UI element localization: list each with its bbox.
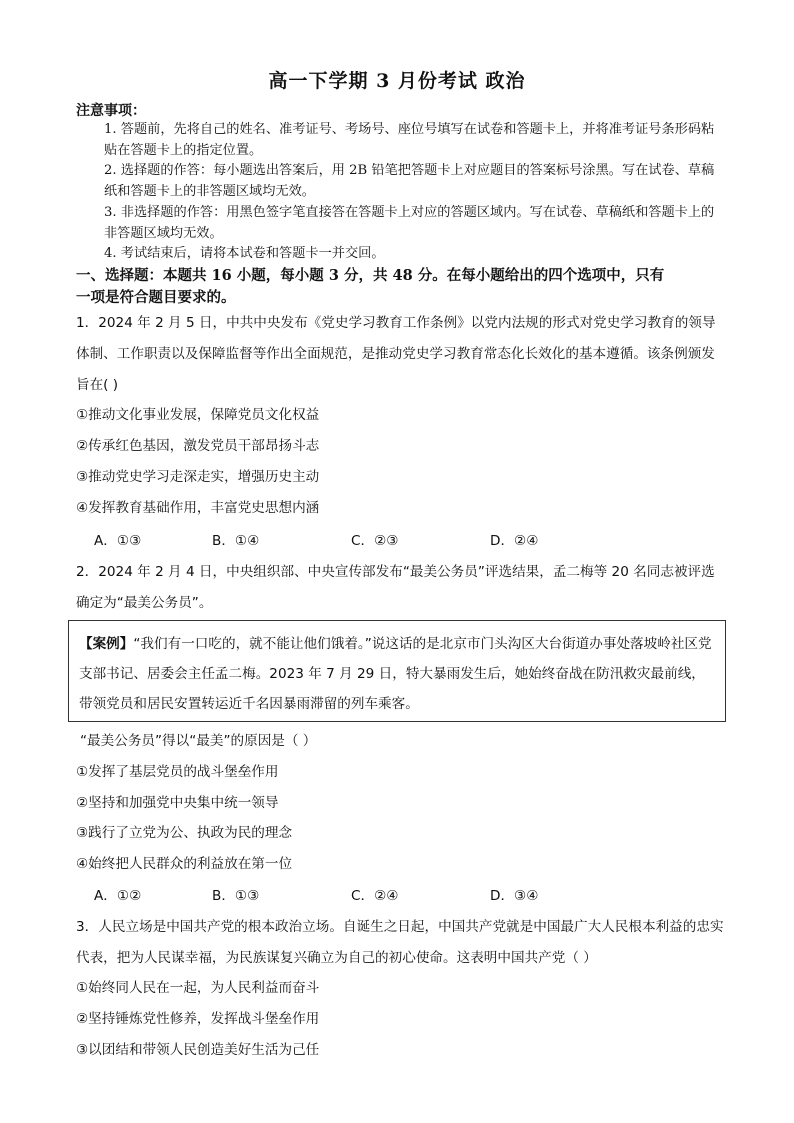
q1-choice-b[interactable]: B．①④ <box>212 533 260 549</box>
q2-option: ①发挥了基层党员的战斗堡垒作用 <box>76 764 279 780</box>
notice-item-text: 3. 非选择题的作答：用黑色签字笔直接答在答题卡上对应的答题区域内。写在试卷、草稿纸和答题卡上的非答题区域均无效。 <box>104 205 715 241</box>
notice-item-text: 4. 考试结束后，请将本试卷和答题卡一并交回。 <box>104 246 385 261</box>
q3-option: ①始终同人民在一起，为人民利益而奋斗 <box>76 980 320 996</box>
section-heading <box>76 265 726 309</box>
q1-option: ①推动文化事业发展，保障党员文化权益 <box>76 407 320 423</box>
q3-option: ③以团结和带领人民创造美好生活为己任 <box>76 1042 320 1058</box>
q1-choice-c[interactable]: C．②③ <box>351 533 399 549</box>
q1-option: ④发挥教育基础作用，丰富党史思想内涵 <box>76 500 320 516</box>
section-heading-line: 一项是符合题目要求的。 <box>76 289 236 306</box>
notice-item-text: 1. 答题前，先将自己的姓名、准考证号、考场号、座位号填写在试卷和答题卡上，并将准考证号条形码粘贴在答题卡上的指定位置。 <box>104 122 715 158</box>
q2-option: ②坚持和加强党中央集中统一领导 <box>76 795 279 811</box>
notice-item <box>76 120 724 161</box>
q2-choice-b[interactable]: B．①③ <box>212 888 260 904</box>
question-1-stem: 1．2024 年 2 月 5 日，中共中央发布《党史学习教育工作条例》以党内法规的形式对党史学习教育的领导体制、工作职责以及保障监督等作出全面规范，是推动党史学习教育常态化长效化的基本遵循。该条例颁发旨在( ) <box>76 315 716 393</box>
notice-item <box>76 244 724 265</box>
q2-option: ④始终把人民群众的利益放在第一位 <box>76 856 293 872</box>
page-title: 高一下学期 3 月份考试 政治 <box>268 70 526 92</box>
q2-option: ③践行了立党为公、执政为民的理念 <box>76 825 293 841</box>
q2-choice-a[interactable]: A．①② <box>94 888 142 904</box>
q1-option: ②传承红色基因，激发党员干部昂扬斗志 <box>76 438 320 454</box>
case-label: 【案例】 <box>79 636 134 652</box>
case-box <box>68 620 726 722</box>
q2-choice-c[interactable]: C．②④ <box>351 888 399 904</box>
notice-item <box>76 161 724 202</box>
question-3-stem: 3．人民立场是中国共产党的根本政治立场。自诞生之日起，中国共产党就是中国最广大人民根本利益的忠实代表，把为人民谋幸福，为民族谋复兴确立为自己的初心使命。这表明中国共产党（ ） <box>76 919 724 966</box>
section-heading-line: 一、选择题：本题共 16 小题，每小题 3 分，共 48 分。在每小题给出的四个选项中，只有 <box>76 267 665 284</box>
q3-option: ②坚持锤炼党性修养，发挥战斗堡垒作用 <box>76 1011 320 1027</box>
case-text: “我们有一口吃的，就不能让他们饿着。”说这话的是北京市门头沟区大台街道办事处落坡岭社区党支部书记、居委会主任孟二梅。2023 年 7 月 29 日，特大暴雨发生后，她始终奋战在防汛救灾最前线，带领党员和居民安置转运近千名因暴雨滞留的列车乘客。 <box>79 636 712 712</box>
notice-item-text: 2. 选择题的作答：每小题选出答案后，用 2B 铅笔把答题卡上对应题目的答案标号涂黑。写在试卷、草稿纸和答题卡上的非答题区域均无效。 <box>104 163 715 199</box>
q1-option: ③推动党史学习走深走实，增强历史主动 <box>76 469 320 485</box>
q1-choice-a[interactable]: A．①③ <box>94 533 142 549</box>
question-2-prompt: “最美公务员”得以“最美”的原因是（ ） <box>80 733 317 749</box>
q2-choice-d[interactable]: D．③④ <box>490 888 539 904</box>
notice-item <box>76 203 724 244</box>
q1-choice-d[interactable]: D．②④ <box>490 533 539 549</box>
question-2-stem: 2．2024 年 2 月 4 日，中央组织部、中央宣传部发布“最美公务员”评选结果，孟二梅等 20 名同志被评选确定为“最美公务员”。 <box>76 564 715 611</box>
notice-heading: 注意事项： <box>76 103 146 119</box>
